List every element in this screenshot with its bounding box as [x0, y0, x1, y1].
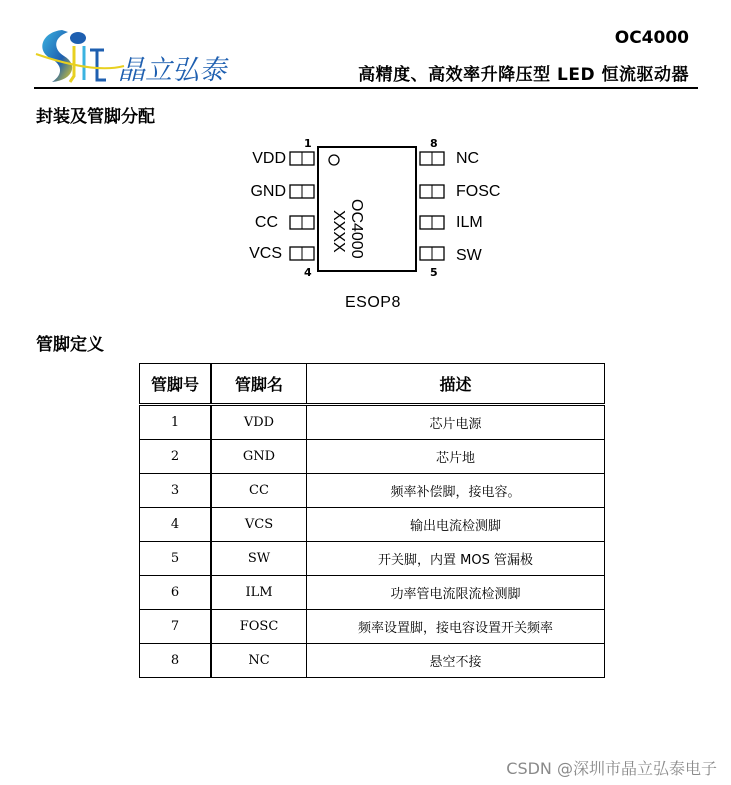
- pin-definition-table: [139, 363, 605, 678]
- table-row: [140, 644, 605, 678]
- section-heading-pin-definition: 管脚定义: [36, 335, 104, 355]
- pin-name-cell: CC: [211, 474, 307, 508]
- corner-number-8: 8: [430, 137, 438, 150]
- pin-number-cell: 4: [140, 508, 212, 542]
- pin-description-cell: 悬空不接: [307, 644, 605, 678]
- pin-number-cell: 5: [140, 542, 212, 576]
- chip-marking: OC4000: [348, 199, 365, 259]
- header-divider: [34, 87, 698, 89]
- pin-description-cell: 芯片电源: [307, 405, 605, 440]
- header-description: 描述: [307, 364, 605, 405]
- part-number: OC4000: [614, 28, 689, 48]
- package-pinout-diagram: [230, 135, 520, 315]
- pin-description-cell: 功率管电流限流检测脚: [307, 576, 605, 610]
- right-pin-label: SW: [456, 247, 482, 264]
- pin-number-cell: 8: [140, 644, 212, 678]
- pin-description-cell: 频率设置脚，接电容设置开关频率: [307, 610, 605, 644]
- table-row: [140, 440, 605, 474]
- pin-number-cell: 2: [140, 440, 212, 474]
- pin-description-cell: 开关脚，内置 MOS 管漏极: [307, 542, 605, 576]
- table-row: [140, 405, 605, 440]
- corner-number-4: 4: [304, 266, 312, 279]
- pin-number-cell: 7: [140, 610, 212, 644]
- right-pin-label: ILM: [456, 214, 483, 231]
- right-pin-pads: [420, 152, 444, 260]
- header-pin-name: 管脚名: [211, 364, 307, 405]
- table-row: [140, 610, 605, 644]
- pin-description-cell: 频率补偿脚，接电容。: [307, 474, 605, 508]
- pin-name-cell: GND: [211, 440, 307, 474]
- package-name: ESOP8: [345, 294, 401, 311]
- pin-name-cell: NC: [211, 644, 307, 678]
- watermark: CSDN @深圳市晶立弘泰电子: [506, 759, 717, 778]
- left-pin-label: VCS: [249, 245, 282, 262]
- left-pin-label: GND: [250, 183, 286, 200]
- left-pin-label: CC: [254, 214, 278, 231]
- pin-description-cell: 输出电流检测脚: [307, 508, 605, 542]
- company-logo: [34, 24, 249, 90]
- left-pin-label: VDD: [252, 150, 286, 167]
- pin-name-cell: ILM: [211, 576, 307, 610]
- corner-number-5: 5: [430, 266, 438, 279]
- section-heading-package: 封装及管脚分配: [36, 107, 155, 127]
- header-pin-number: 管脚号: [140, 364, 212, 405]
- table-header-row: [140, 364, 605, 405]
- pin-number-cell: 3: [140, 474, 212, 508]
- pin-description-cell: 芯片地: [307, 440, 605, 474]
- table-row: [140, 542, 605, 576]
- pin-number-cell: 1: [140, 405, 212, 440]
- table-row: [140, 508, 605, 542]
- logo-company-name: 晶立弘泰: [118, 55, 226, 86]
- table-row: [140, 576, 605, 610]
- pin-name-cell: FOSC: [211, 610, 307, 644]
- pin-name-cell: VDD: [211, 405, 307, 440]
- left-pin-pads: [290, 152, 314, 260]
- right-pin-label: NC: [456, 150, 480, 167]
- table-row: [140, 474, 605, 508]
- pin-number-cell: 6: [140, 576, 212, 610]
- pin-name-cell: SW: [211, 542, 307, 576]
- chip-code: XXXX: [330, 210, 347, 253]
- corner-number-1: 1: [304, 137, 312, 150]
- pin-name-cell: VCS: [211, 508, 307, 542]
- right-pin-label: FOSC: [456, 183, 501, 200]
- document-title: 高精度、高效率升降压型 LED 恒流驱动器: [358, 65, 689, 85]
